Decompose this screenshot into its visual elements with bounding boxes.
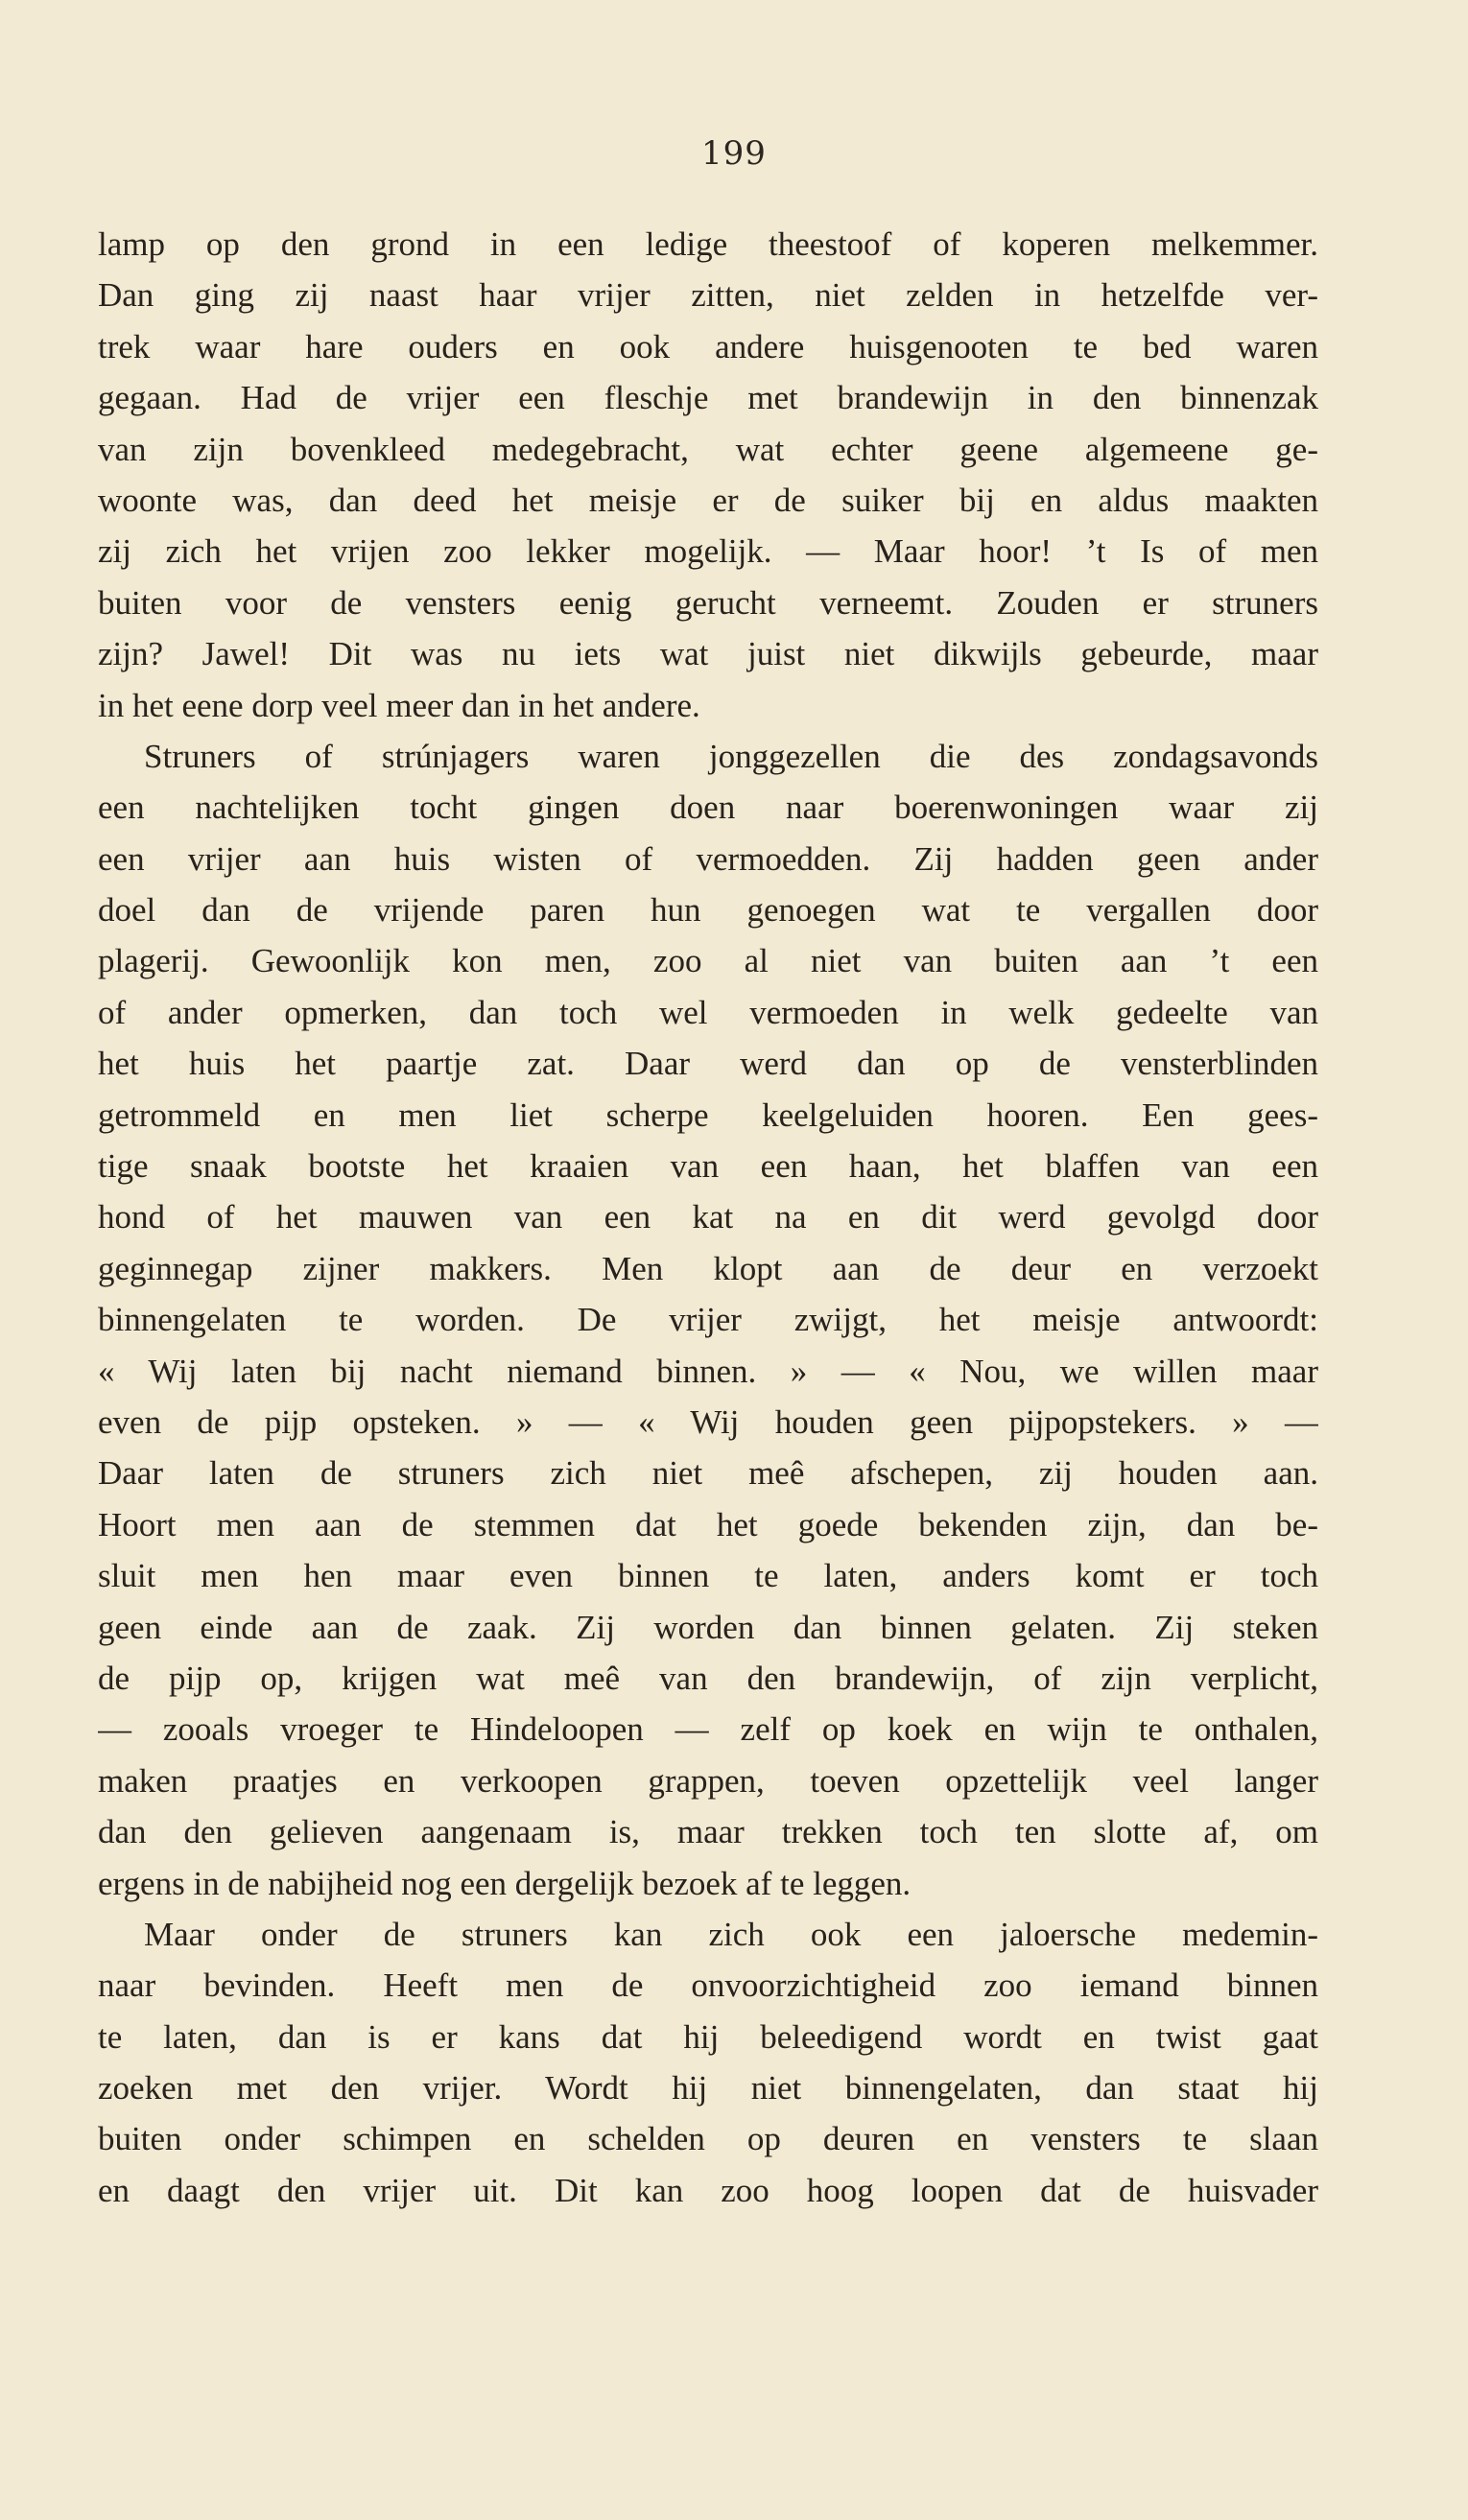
text-line: plagerij. Gewoonlijk kon men, zoo al niet van buiten aan ’t een — [98, 942, 1318, 980]
text-line: trek waar hare ouders en ook andere huisgenooten te bed waren — [98, 327, 1318, 365]
text-line: Dan ging zij naast haar vrijer zitten, niet zelden in hetzelfde ver- — [98, 276, 1318, 315]
text-line: het huis het paartje zat. Daar werd dan op de vensterblinden — [98, 1045, 1318, 1083]
text-line: zijn? Jawel! Dit was nu iets wat juist niet dikwijls gebeurde, maar — [98, 635, 1318, 673]
text-line: te laten, dan is er kans dat hij beleedigend wordt en twist gaat — [98, 2017, 1318, 2056]
text-line: geginnegap zijner makkers. Men klopt aan de deur en verzoekt — [98, 1249, 1318, 1287]
text-line: een nachtelijken tocht gingen doen naar boerenwoningen waar zij — [98, 789, 1318, 827]
text-line: doel dan de vrijende paren hun genoegen wat te vergallen door — [98, 891, 1318, 930]
text-line: dan den gelieven aangenaam is, maar trekken toch ten slotte af, om — [98, 1813, 1318, 1851]
text-line: tige snaak bootste het kraaien van een haan, het blaffen van een — [98, 1147, 1318, 1186]
text-line: ergens in de nabijheid nog een dergelijk bezoek af te leggen. — [98, 1864, 912, 1902]
body-text — [98, 219, 1318, 2216]
text-line: zoeken met den vrijer. Wordt hij niet binnengelaten, dan staat hij — [98, 2069, 1318, 2108]
text-line: de pijp op, krijgen wat meê van den brandewijn, of zijn verplicht, — [98, 1659, 1318, 1697]
text-line: maken praatjes en verkoopen grappen, toeven opzettelijk veel langer — [98, 1761, 1318, 1800]
text-line: woonte was, dan deed het meisje er de suiker bij en aldus maakten — [98, 481, 1318, 519]
text-line: Daar laten de struners zich niet meê afschepen, zij houden aan. — [98, 1454, 1318, 1493]
text-line: lamp op den grond in een ledige theestoof of koperen melkemmer. — [98, 225, 1318, 263]
text-line: of ander opmerken, dan toch wel vermoeden in welk gedeelte van — [98, 993, 1318, 1031]
text-line: een vrijer aan huis wisten of vermoedden. Zij hadden geen ander — [98, 839, 1318, 878]
text-line: Hoort men aan de stemmen dat het goede bekenden zijn, dan be- — [98, 1505, 1318, 1543]
text-line: van zijn bovenkleed medegebracht, wat echter geene algemeene ge- — [98, 430, 1318, 468]
text-line: — zooals vroeger te Hindeloopen — zelf op koek en wijn te onthalen, — [98, 1710, 1318, 1749]
text-line: buiten onder schimpen en schelden op deuren en vensters te slaan — [98, 2120, 1318, 2158]
text-line: hond of het mauwen van een kat na en dit werd gevolgd door — [98, 1198, 1318, 1236]
text-line: getrommeld en men liet scherpe keelgeluiden hooren. Een gees- — [98, 1095, 1318, 1134]
text-line: in het eene dorp veel meer dan in het andere. — [98, 686, 700, 724]
text-line: even de pijp opsteken. » — « Wij houden geen pijpopstekers. » — — [98, 1402, 1318, 1441]
text-line: naar bevinden. Heeft men de onvoorzichtigheid zoo iemand binnen — [98, 1967, 1318, 2005]
page-number: 199 — [701, 134, 767, 173]
text-line: buiten voor de vensters eenig gerucht verneemt. Zouden er struners — [98, 583, 1318, 622]
text-line: binnengelaten te worden. De vrijer zwijgt, het meisje antwoordt: — [98, 1301, 1318, 1339]
text-line: geen einde aan de zaak. Zij worden dan binnen gelaten. Zij steken — [98, 1608, 1318, 1646]
text-line: Maar onder de struners kan zich ook een jaloersche medemin- — [144, 1915, 1318, 1953]
text-line: en daagt den vrijer uit. Dit kan zoo hoog loopen dat de huisvader — [98, 2171, 1318, 2209]
text-line: gegaan. Had de vrijer een fleschje met brandewijn in den binnenzak — [98, 379, 1318, 417]
text-line: Struners of strúnjagers waren jonggezellen die des zondagsavonds — [144, 737, 1318, 775]
text-line: « Wij laten bij nacht niemand binnen. » — « Nou, we willen maar — [98, 1352, 1318, 1390]
text-line: sluit men hen maar even binnen te laten, anders komt er toch — [98, 1557, 1318, 1595]
text-line: zij zich het vrijen zoo lekker mogelijk. — Maar hoor! ’t Is of men — [98, 532, 1318, 571]
